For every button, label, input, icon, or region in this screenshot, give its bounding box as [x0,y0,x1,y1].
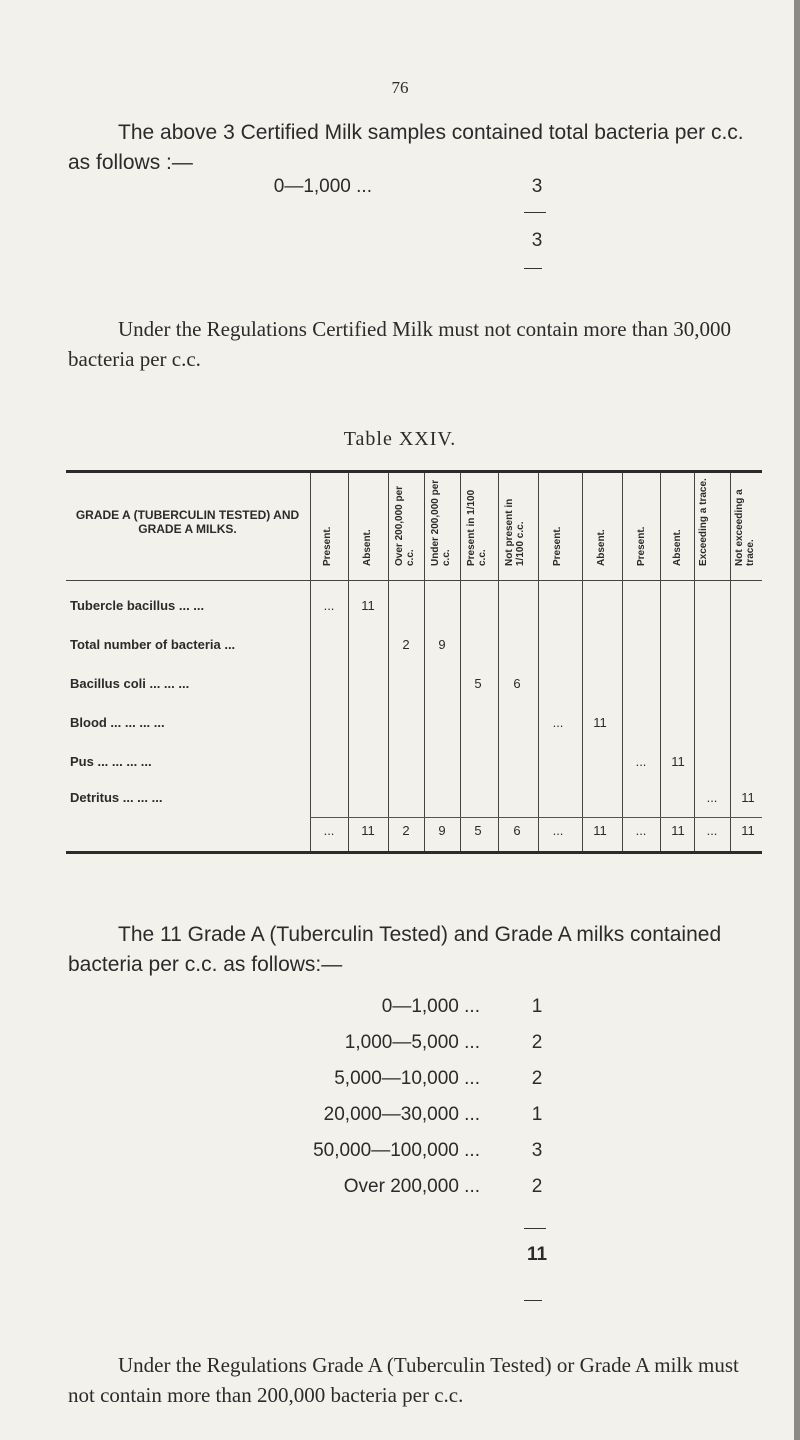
row-label: Pus ... ... ... ... [70,754,152,769]
total-cell: 5 [474,823,482,838]
total-cell: ... [323,823,335,838]
total-cell: 2 [402,823,410,838]
range-label: Over 200,000 ... [343,1176,480,1197]
total-cell: 6 [513,823,521,838]
table-cell: 5 [474,676,482,691]
total-cell: 11 [741,823,755,838]
range-count: 2 [531,1176,543,1197]
col-divider [660,473,661,851]
col-divider [388,473,389,851]
col-header-under-200000: Under 200,000 per c.c. [430,479,452,566]
col-header-tb-absent: Absent. [362,529,373,566]
totals-rule [310,817,762,818]
grade-a-paragraph: The 11 Grade A (Tuberculin Tested) and Grade A milks contained bacteria per c.c. as follows:— [68,923,722,976]
range-label: 0—1,000 ... [273,176,372,197]
total-cell: ... [706,823,718,838]
col-divider [538,473,539,851]
table-title: Table XXIV. [343,428,457,450]
total-cell: ... [635,823,647,838]
col-header-not-exceeding-trace: Not exceeding a trace. [734,489,756,566]
grade-a-total: 11 [526,1244,548,1265]
page-number: 76 [391,78,409,97]
table-cell: 11 [741,790,755,805]
table-cell: 6 [513,676,521,691]
table-main-header: GRADE A (TUBERCULIN TESTED) AND GRADE A MILKS. [75,508,300,536]
total-value: 3 [531,230,543,251]
regulation-grade-a: Under the Regulations Grade A (Tuberculin Tested) or Grade A milk must not contain more than 200,000 bacteria per c.c. [68,1353,739,1407]
row-label: Blood ... ... ... ... [70,715,165,730]
col-header-present-1-100: Present in 1/100 c.c. [466,489,488,566]
range-label: 1,000—5,000 ... [344,1032,480,1053]
row-label: Total number of bacteria ... [70,637,236,652]
table-bottom-rule [66,851,762,854]
col-header-tb-present: Present. [322,526,333,566]
sum-rule-bottom [524,268,542,269]
table-cell: ... [706,790,718,805]
table-cell: 11 [361,598,375,613]
table-cell: 9 [438,637,446,652]
total-cell: 11 [671,823,685,838]
col-header-not-present-1-100: Not present in 1/100 c.c. [504,498,526,566]
sum-rule [524,1228,546,1229]
range-count: 2 [531,1032,543,1053]
range-count: 1 [531,996,543,1017]
col-header-over-200000: Over 200,000 per c.c. [394,485,416,566]
range-count: 2 [531,1068,543,1089]
col-divider [622,473,623,851]
col-divider [460,473,461,851]
col-divider [498,473,499,851]
col-header-pus-present: Present. [636,526,647,566]
table-cell: 2 [402,637,410,652]
row-label: Detritus ... ... ... [70,790,163,805]
col-divider [310,473,311,851]
range-count: 1 [531,1104,543,1125]
regulation-certified: Under the Regulations Certified Milk must not contain more than 30,000 bacteria per c.c. [68,317,731,371]
total-cell: 11 [361,823,375,838]
col-header-blood-present: Present. [552,526,563,566]
range-label: 50,000—100,000 ... [313,1140,480,1161]
sum-rule-bottom [524,1300,542,1301]
col-header-pus-absent: Absent. [672,529,683,566]
range-count: 3 [531,1140,543,1161]
range-count: 3 [531,176,543,197]
col-divider [582,473,583,851]
table-cell: ... [635,754,647,769]
page-edge-shadow [794,0,800,1440]
range-label: 5,000—10,000 ... [334,1068,480,1089]
total-cell: 11 [593,823,607,838]
table-cell: 11 [593,715,607,730]
range-label: 0—1,000 ... [381,996,480,1017]
table-cell: 11 [671,754,685,769]
total-cell: ... [552,823,564,838]
col-divider [424,473,425,851]
row-label: Bacillus coli ... ... ... [70,676,190,691]
col-header-exceeding-trace: Exceeding a trace. [698,478,709,566]
table-header-rule [66,580,762,581]
table-cell: ... [323,598,335,613]
intro-paragraph: The above 3 Certified Milk samples contained total bacteria per c.c. as follows :— [68,121,744,174]
col-divider [348,473,349,851]
table-cell: ... [552,715,564,730]
certified-count-row [0,176,800,200]
range-label: 20,000—30,000 ... [323,1104,480,1125]
row-label: Tubercle bacillus ... ... [70,598,205,613]
sum-rule [524,212,546,213]
table-top-rule [66,470,762,473]
total-cell: 9 [438,823,446,838]
col-header-blood-absent: Absent. [596,529,607,566]
